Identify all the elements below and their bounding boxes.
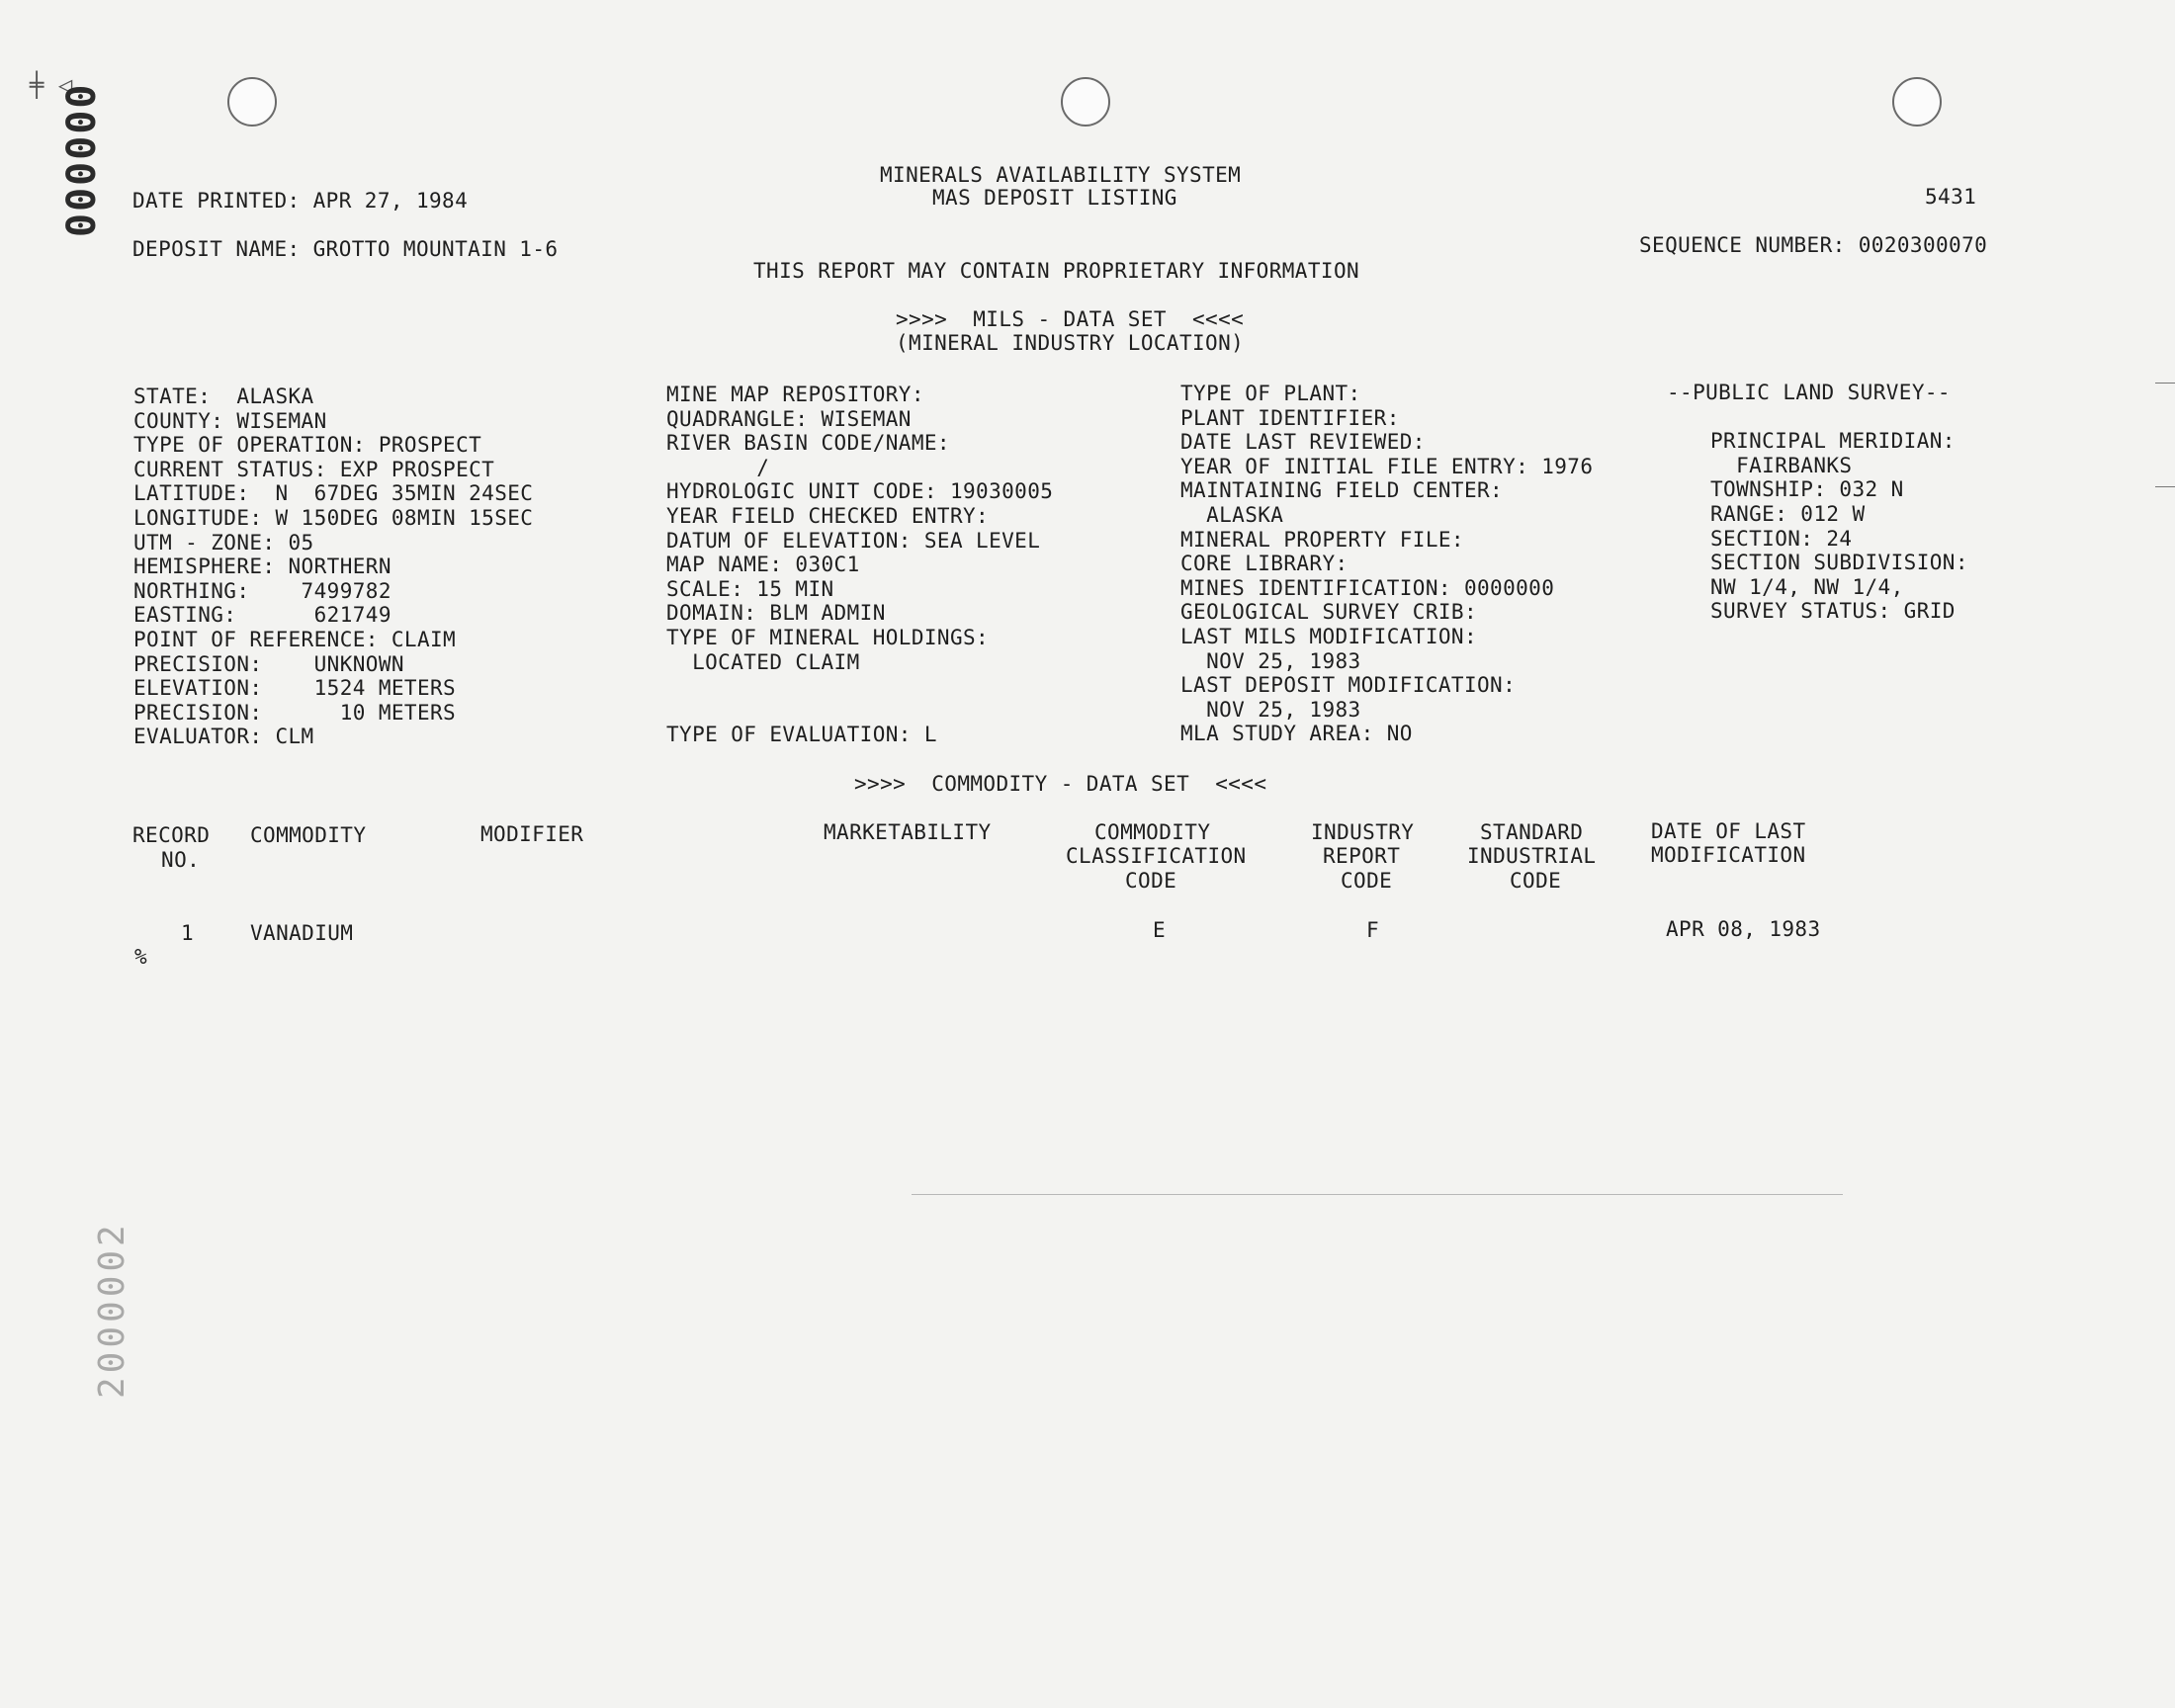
mils-field: MLA STUDY AREA: NO [1180,722,1413,746]
mils-field: MINES IDENTIFICATION: 0000000 [1180,575,1555,600]
mils-field: DATE LAST REVIEWED: [1180,430,1426,455]
mils-field: EVALUATOR: CLM [133,725,314,749]
col-header-record: RECORD [132,823,211,847]
col-header-marketability: MARKETABILITY [824,820,992,844]
margin-stamp-faint: 2000002 [92,1221,132,1399]
mils-field: TYPE OF OPERATION: PROSPECT [133,433,482,458]
end-marker: % [134,945,148,969]
mils-field: MAINTAINING FIELD CENTER: [1180,478,1504,503]
binder-hole-left [227,77,277,127]
mils-field: DOMAIN: BLM ADMIN [666,601,886,626]
system-title: MINERALS AVAILABILITY SYSTEM [880,163,1242,187]
mils-field: FAIRBANKS [1710,453,1853,477]
mils-field: NOV 25, 1983 [1180,697,1361,722]
col-header-industrial-code: CODE [1510,869,1562,893]
mils-field: NW 1/4, NW 1/4, [1710,574,1904,599]
mils-field: CORE LIBRARY: [1180,552,1348,576]
col-header-classification-code: CODE [1125,869,1177,893]
mils-field: LOCATED CLAIM [666,649,860,674]
mils-field: HEMISPHERE: NORTHERN [133,555,392,579]
mils-field: CURRENT STATUS: EXP PROSPECT [133,457,495,481]
mils-field: COUNTY: WISEMAN [133,408,327,433]
binder-hole-right [1892,77,1942,127]
mils-title: >>>> MILS - DATA SET <<<< [896,307,1245,331]
col-header-modifier: MODIFIER [480,822,584,846]
mils-field: PRINCIPAL MERIDIAN: [1710,429,1956,454]
listing-title: MAS DEPOSIT LISTING [932,186,1177,210]
mils-field: ELEVATION: 1524 METERS [133,676,457,701]
mils-field: YEAR OF INITIAL FILE ENTRY: 1976 [1180,454,1594,478]
mils-field: MINERAL PROPERTY FILE: [1180,527,1464,552]
faint-rule [912,1194,1843,1195]
mils-field: --PUBLIC LAND SURVEY-- [1667,381,1951,404]
mils-field: EASTING: 621749 [133,603,392,628]
mils-field: LATITUDE: N 67DEG 35MIN 24SEC [133,481,534,506]
cell-commodity: VANADIUM [250,921,354,945]
mils-field: UTM - ZONE: 05 [133,530,314,555]
col-header-industrial-code: STANDARD [1480,820,1584,844]
mils-field: YEAR FIELD CHECKED ENTRY: [666,504,990,528]
col-header-record: NO. [148,848,201,872]
mils-field: LONGITUDE: W 150DEG 08MIN 15SEC [133,506,534,530]
cell-record-no: 1 [181,921,195,945]
page-number: 5431 [1925,185,1977,209]
commodity-title: >>>> COMMODITY - DATA SET <<<< [854,772,1267,796]
mils-field: QUADRANGLE: WISEMAN [666,406,912,431]
mils-field: MINE MAP REPOSITORY: [666,383,924,406]
col-header-report-code: INDUSTRY [1311,820,1415,844]
sequence-number: SEQUENCE NUMBER: 0020300070 [1639,233,1988,257]
margin-stamp: 000000 [59,82,105,237]
col-header-report-code: CODE [1341,869,1393,893]
mils-field: TYPE OF PLANT: [1180,382,1361,405]
mils-field: MAP NAME: 030C1 [666,553,860,577]
mils-subtitle: (MINERAL INDUSTRY LOCATION) [896,331,1245,355]
mils-field: SECTION SUBDIVISION: [1710,551,1968,575]
mils-field: SCALE: 15 MIN [666,576,834,601]
col-header-report-code: REPORT [1323,844,1401,868]
col-header-date-last-modification: DATE OF LAST [1651,819,1806,843]
mils-field: TYPE OF EVALUATION: L [666,723,937,747]
cell-date-last-modification: APR 08, 1983 [1666,917,1821,941]
edge-tick [2155,383,2175,384]
date-printed: DATE PRINTED: APR 27, 1984 [132,189,469,213]
edge-tick [2155,486,2175,487]
mils-field: / [666,455,770,479]
mils-field: PLANT IDENTIFIER: [1180,405,1400,430]
mils-field: PRECISION: 10 METERS [133,700,457,725]
mils-field: POINT OF REFERENCE: CLAIM [133,628,457,651]
mils-field: NOV 25, 1983 [1180,648,1361,673]
cell-report-code: F [1366,918,1380,942]
mils-field: STATE: ALASKA [133,384,314,408]
col-header-classification-code: COMMODITY [1094,820,1211,844]
mils-field: RANGE: 012 W [1710,502,1866,526]
mils-field: PRECISION: UNKNOWN [133,651,404,676]
mils-field: ALASKA [1180,503,1284,527]
mils-field: TYPE OF MINERAL HOLDINGS: [666,626,990,649]
mils-field: HYDROLOGIC UNIT CODE: 19030005 [666,479,1054,504]
col-header-commodity: COMMODITY [250,823,367,847]
binder-hole-center [1061,77,1110,127]
mils-field: RIVER BASIN CODE/NAME: [666,431,950,456]
mils-field: TOWNSHIP: 032 N [1710,477,1904,502]
col-header-industrial-code: INDUSTRIAL [1467,844,1597,868]
mils-field: GEOLOGICAL SURVEY CRIB: [1180,600,1477,625]
col-header-date-last-modification: MODIFICATION [1651,843,1806,867]
mils-field: SURVEY STATUS: GRID [1710,599,1956,624]
deposit-name: DEPOSIT NAME: GROTTO MOUNTAIN 1-6 [132,237,559,261]
col-header-classification-code: CLASSIFICATION [1066,844,1247,868]
mils-field: LAST DEPOSIT MODIFICATION: [1180,673,1517,698]
mils-field: NORTHING: 7499782 [133,578,392,603]
corner-mark: ╪ ◁ [30,71,73,99]
mils-field: LAST MILS MODIFICATION: [1180,625,1477,648]
cell-classification-code: E [1153,918,1167,942]
mils-field: DATUM OF ELEVATION: SEA LEVEL [666,528,1041,553]
mils-field: SECTION: 24 [1710,526,1853,551]
proprietary-notice: THIS REPORT MAY CONTAIN PROPRIETARY INFORMATION [753,259,1360,283]
